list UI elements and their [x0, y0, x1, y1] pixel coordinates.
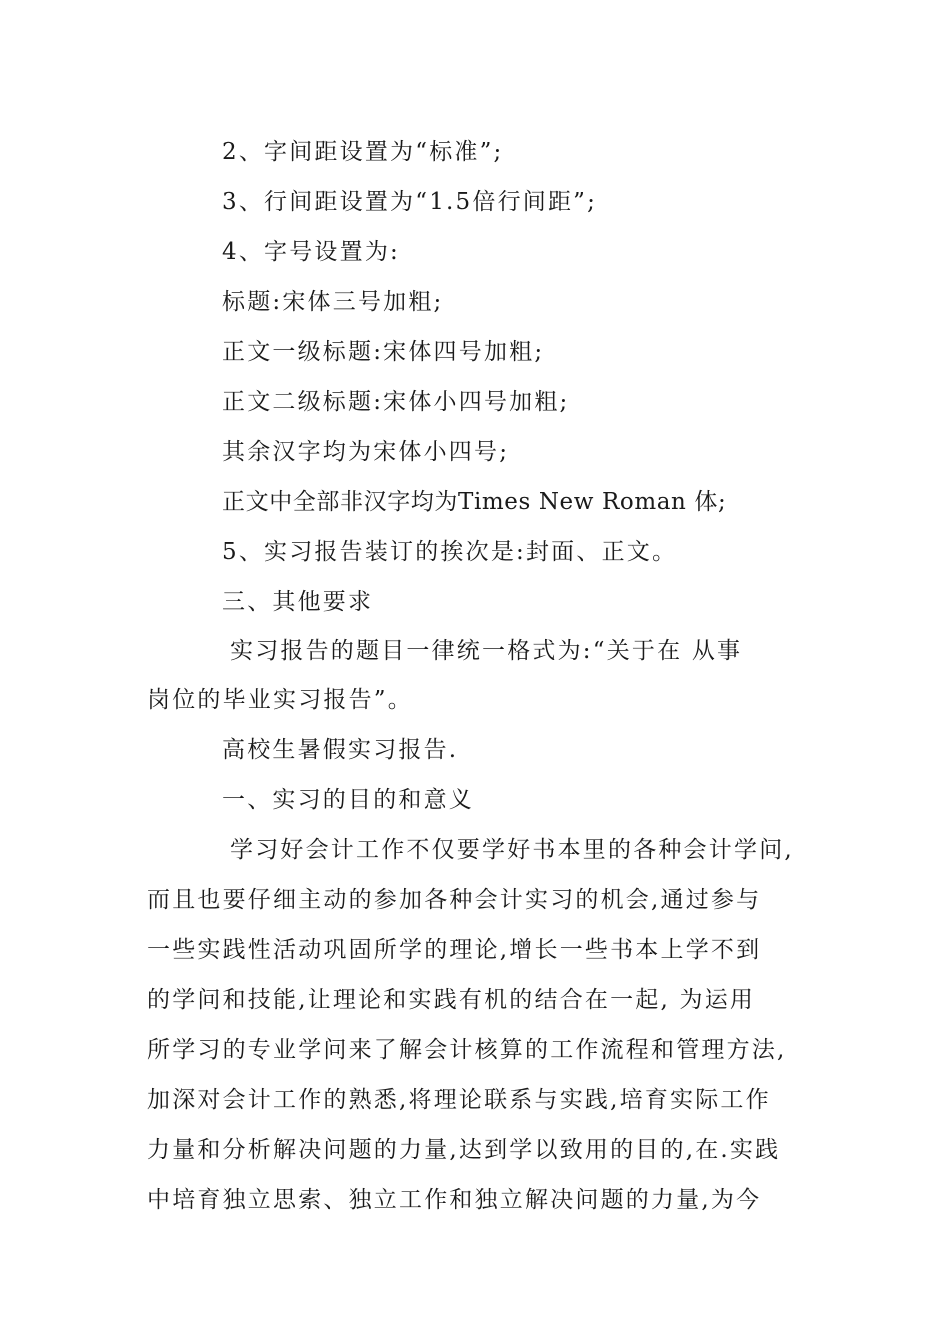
text-other-chinese-font: 其余汉字均为宋体小四号; [222, 439, 510, 465]
text-binding-order: 5、实习报告装订的挨次是:封面、正文。 [222, 539, 678, 565]
paragraph-report-title-line1: 实习报告的题目一律统一格式为:“关于在 从事 [230, 638, 743, 664]
text-line-spacing-standard: 2、字间距设置为“标准”; [222, 139, 504, 165]
text-line-spacing-1-5: 3、行间距设置为“1.5倍行间距”; [222, 189, 598, 215]
section-heading-other-requirements: 三、其他要求 [222, 589, 374, 615]
text-non-chinese-font: 正文中全部非汉字均为Times New Roman 体; [222, 489, 727, 515]
paragraph-line-1: 学习好会计工作不仅要学好书本里的各种会计学问, [230, 837, 794, 863]
paragraph-line-2: 而且也要仔细主动的参加各种会计实习的机会,通过参与 [147, 887, 762, 913]
paragraph-line-5: 所学习的专业学问来了解会计核算的工作流程和管理方法, [147, 1037, 787, 1063]
paragraph-line-3: 一些实践性活动巩固所学的理论,增长一些书本上学不到 [147, 937, 762, 963]
section-heading-purpose: 一、实习的目的和意义 [222, 787, 474, 813]
text-font-size-heading: 4、字号设置为: [222, 239, 400, 265]
paragraph-line-8: 中培育独立思索、独立工作和独立解决问题的力量,为今 [147, 1187, 762, 1213]
paragraph-line-6: 加深对会计工作的熟悉,将理论联系与实践,培育实际工作 [147, 1087, 771, 1113]
text-level1-heading-font: 正文一级标题:宋体四号加粗; [222, 339, 545, 365]
text-title-font: 标题:宋体三号加粗; [222, 289, 444, 315]
report-title: 高校生暑假实习报告. [222, 737, 459, 763]
paragraph-report-title-line2: 岗位的毕业实习报告”。 [147, 687, 413, 713]
paragraph-line-7: 力量和分析解决问题的力量,达到学以致用的目的,在.实践 [147, 1137, 781, 1163]
text-level2-heading-font: 正文二级标题:宋体小四号加粗; [222, 389, 570, 415]
paragraph-line-4: 的学问和技能,让理论和实践有机的结合在一起, 为运用 [147, 987, 756, 1013]
